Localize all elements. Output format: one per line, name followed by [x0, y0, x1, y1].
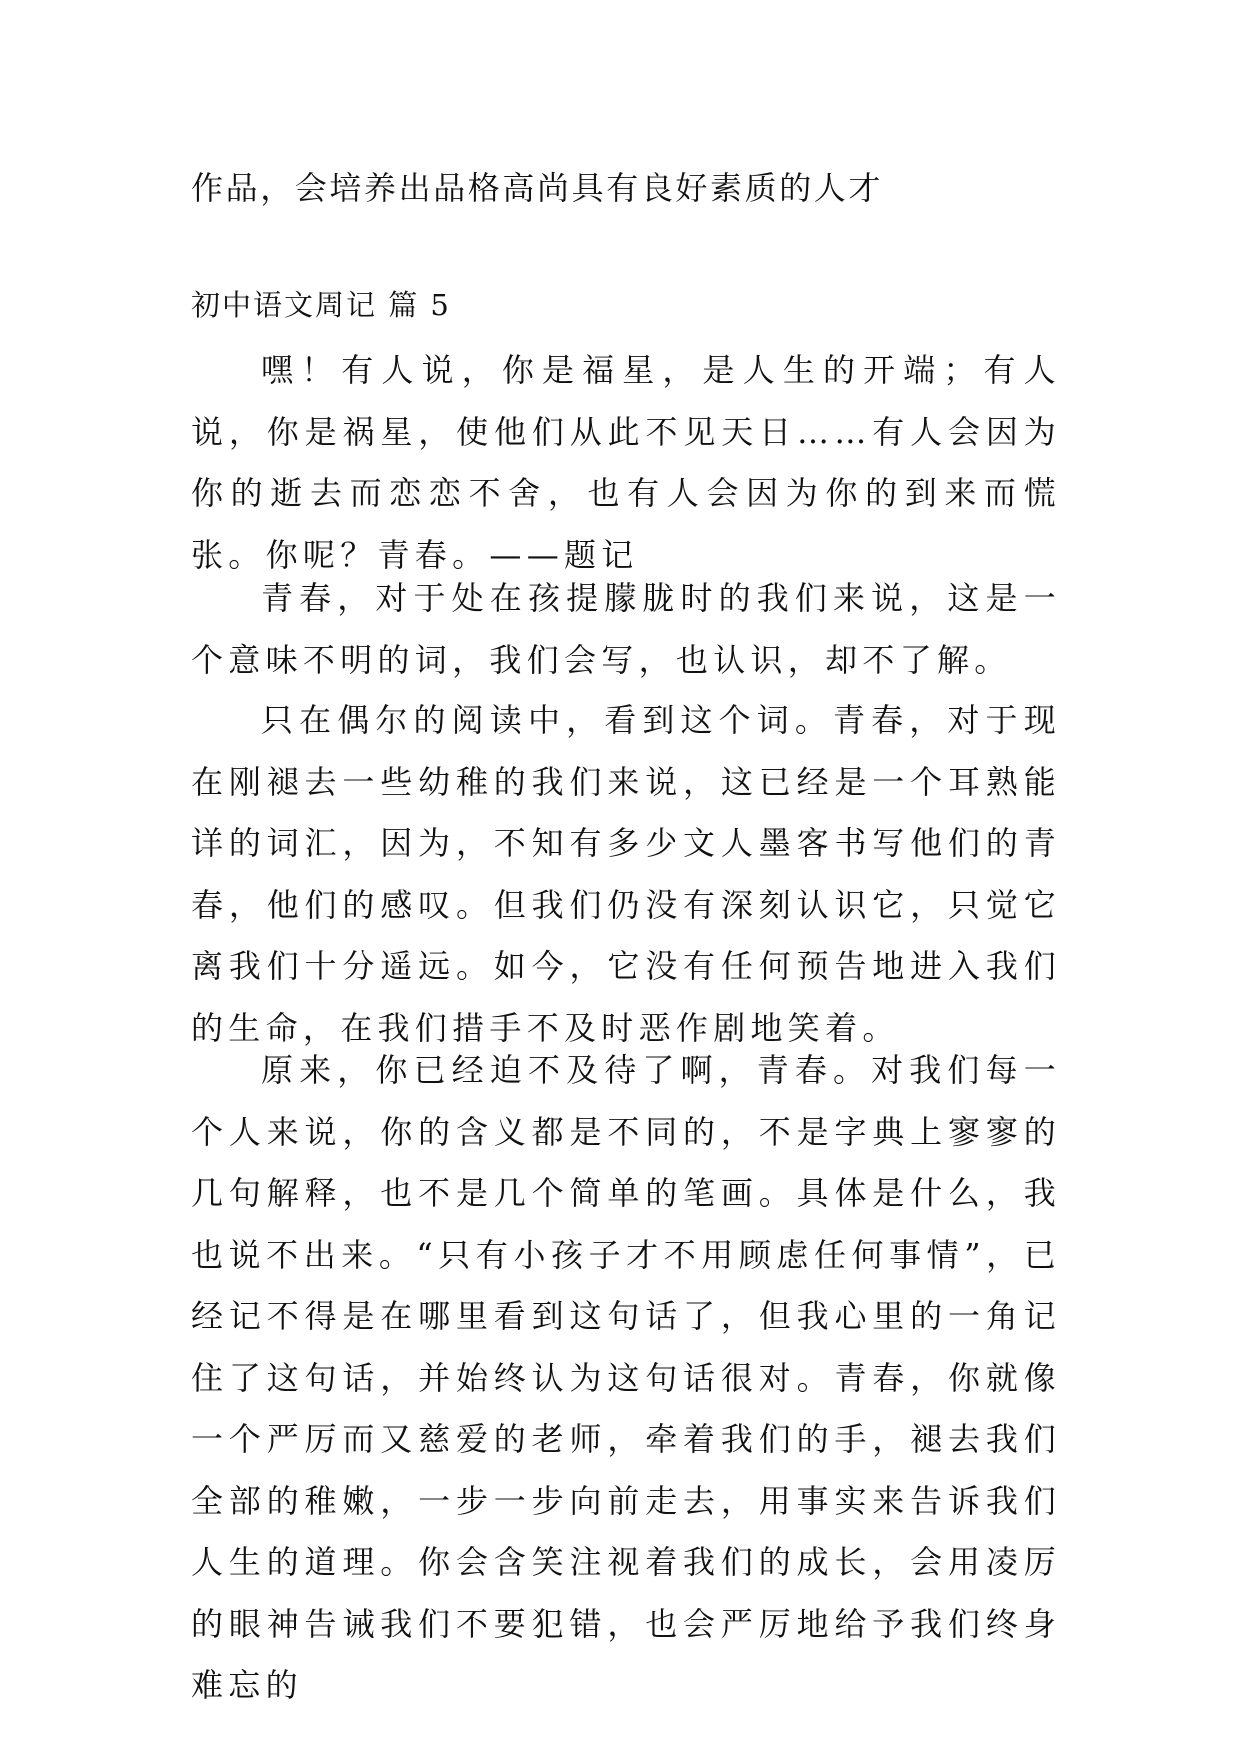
paragraph: 嘿！有人说，你是福星，是人生的开端；有人说，你是祸星，使他们从此不见天日……有人会因为你的逝去而恋恋不舍，也有人会因为你的到来而慌张。你呢？青春。——题记	[191, 351, 1061, 574]
paragraph: 原来，你已经迫不及待了啊，青春。对我们每一个人来说，你的含义都是不同的，不是字典上寥寥的几句解释，也不是几个简单的笔画。具体是什么，我也说不出来。“只有小孩子才不用顾虑任何事情”，已经记不得是在哪里看到这句话了，但我心里的一角记住了这句话，并始终认为这句话很对。青春，你就像一个严厉而又慈爱的老师，牵着我们的手，褪去我们全部的稚嫩，一步一步向前走去，用事实来告诉我们人生的道理。你会含笑注视着我们的成长，会用凌厉的眼神告诫我们不要犯错，也会严厉地给予我们终身难忘的	[191, 1051, 1061, 1704]
paragraph: 只在偶尔的阅读中，看到这个词。青春，对于现在刚褪去一些幼稚的我们来说，这已经是一个耳熟能详的词汇，因为，不知有多少文人墨客书写他们的青春，他们的感叹。但我们仍没有深刻认识它，只觉它离我们十分遥远。如今，它没有任何预告地进入我们的生命，在我们措手不及时恶作剧地笑着。	[191, 701, 1061, 1047]
section-title: 初中语文周记 篇 5	[191, 288, 451, 322]
paragraph: 青春，对于处在孩提朦胧时的我们来说，这是一个意味不明的词，我们会写，也认识，却不了解。	[191, 579, 1061, 679]
continuation-text: 作品，会培养出品格高尚具有良好素质的人才	[191, 169, 884, 207]
